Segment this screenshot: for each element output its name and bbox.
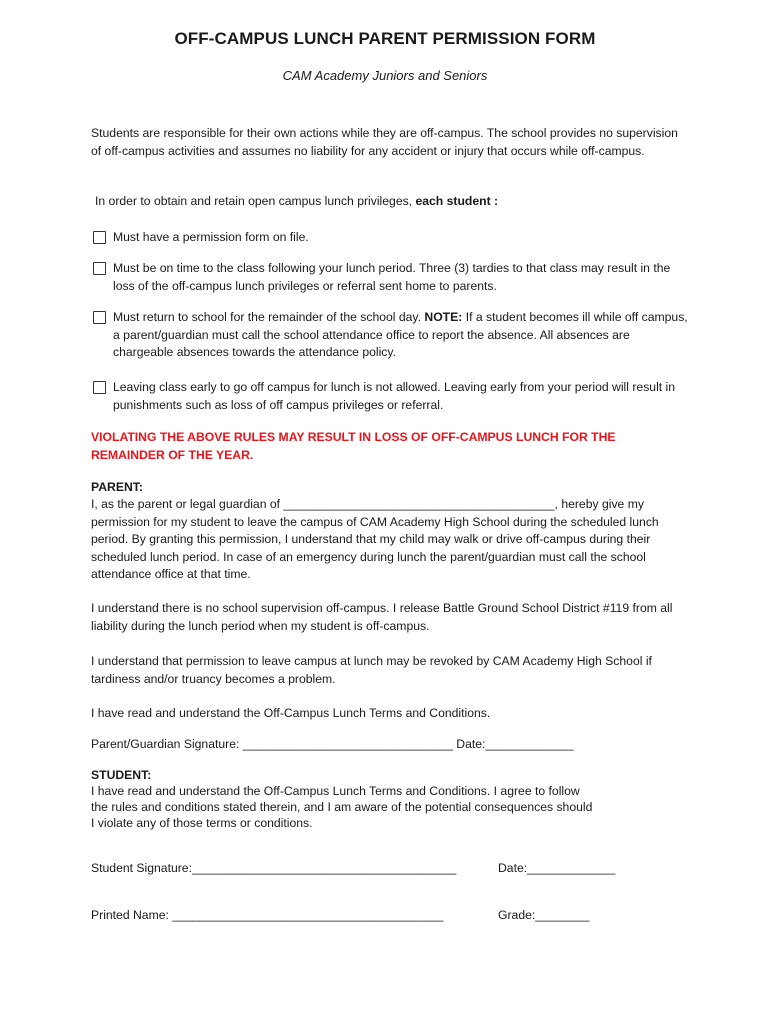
rule-item [91, 229, 691, 247]
grade-field[interactable]: Grade:________ [498, 908, 590, 922]
revocation-paragraph: I understand that permission to leave campus at lunch may be revoked by CAM Academy High School if tardiness and/or truancy becomes a problem. [91, 654, 652, 686]
intro-requirements-text: In order to obtain and retain open campus lunch privileges, [95, 194, 416, 208]
student-agreement-line: the rules and conditions stated therein, and I am aware of the potential consequences should [91, 800, 593, 814]
checkbox[interactable] [93, 381, 106, 394]
intro-paragraph: Students are responsible for their own actions while they are off-campus. The school provides no supervision of off-campus activities and assumes no liability for any accident or injury that occurs while off-campus. [91, 126, 678, 158]
rule-text-end: If a student becomes ill while off campus, a parent/guardian must call the school attendance office to report the absence. All absences are chargeable absences towards the attendance policy. [113, 310, 688, 359]
rule-text: Leaving class early to go off campus for lunch is not allowed. Leaving early from your period will result in punishments such as loss of off campus privileges or referral. [113, 380, 676, 412]
student-date-field[interactable]: Date:_____________ [498, 861, 616, 875]
note-label: NOTE: [424, 310, 463, 324]
terms-acknowledgement: I have read and understand the Off-Campus Lunch Terms and Conditions. [91, 706, 491, 720]
printed-name-field[interactable]: Printed Name: ________________________________________ [91, 908, 444, 922]
rule-text-start: Must return to school for the remainder of the school day. [113, 310, 425, 324]
parent-signature-field[interactable]: Parent/Guardian Signature: _______________________________ Date:_____________ [91, 737, 574, 751]
form-subtitle: CAM Academy Juniors and Seniors [282, 68, 488, 83]
checkbox[interactable] [93, 231, 106, 244]
student-agreement-line: I violate any of those terms or conditions. [91, 816, 313, 830]
rule-item [91, 379, 691, 414]
rule-item [91, 260, 691, 295]
checkbox[interactable] [93, 311, 106, 324]
checkbox[interactable] [93, 262, 106, 275]
rule-text [113, 309, 691, 362]
intro-requirements-emphasis: each student : [415, 194, 499, 208]
parent-heading: PARENT: [91, 480, 143, 494]
rule-text: Must have a permission form on file. [113, 230, 309, 244]
rule-item [91, 309, 691, 362]
student-agreement-line: I have read and understand the Off-Campus Lunch Terms and Conditions. I agree to follow [91, 784, 580, 798]
warning-notice: VIOLATING THE ABOVE RULES MAY RESULT IN LOSS OF OFF-CAMPUS LUNCH FOR THE REMAINDER OF THE YEAR. [91, 430, 616, 462]
intro-requirements [95, 193, 695, 211]
liability-paragraph: I understand there is no school supervision off-campus. I release Battle Ground School District #119 from all liability during the lunch period when my student is off-campus. [91, 601, 673, 633]
form-title: OFF-CAMPUS LUNCH PARENT PERMISSION FORM [174, 29, 596, 48]
rule-text: Must be on time to the class following your lunch period. Three (3) tardies to that class may result in the loss of the off-campus lunch privileges or referral sent home to parents. [113, 261, 671, 293]
student-signature-field[interactable]: Student Signature:_______________________________________ [91, 861, 457, 875]
student-heading: STUDENT: [91, 768, 152, 782]
parent-consent-paragraph: I, as the parent or legal guardian of ________________________________________, hereby give my permission for my student to leave the campus of CAM Academy High School during the scheduled lunch period. By granting this permission, I understand that my child may walk or drive off-campus during their scheduled lunch period. In case of an emergency during lunch the parent/guardian must call the school attendance office at that time. [91, 497, 659, 581]
